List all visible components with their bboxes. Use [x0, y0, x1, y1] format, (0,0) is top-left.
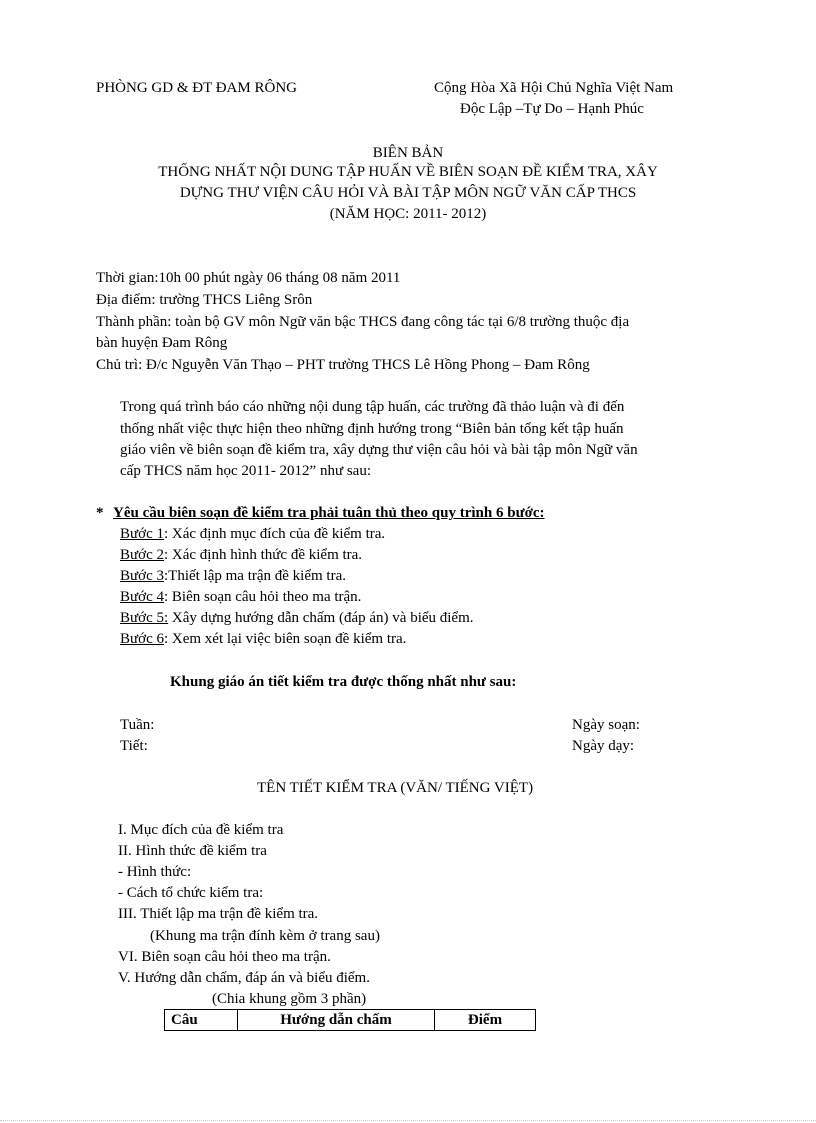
page-bottom-border: [0, 1120, 816, 1121]
step-5: [120, 608, 474, 628]
step-2: [120, 545, 362, 565]
meeting-members-line1: Thành phần: toàn bộ GV môn Ngữ văn bậc THCS đang công tác tại 6/8 trường thuộc địa: [96, 314, 630, 330]
step-label: Bước 1: [120, 526, 164, 542]
intro-line1: Trong quá trình báo cáo những nội dung tập huấn, các trường đã thảo luận và đi đến: [120, 399, 625, 415]
step-label: Bước 6: [120, 631, 164, 647]
document-subtitle-line2: DỰNG THƯ VIỆN CÂU HỎI VÀ BÀI TẬP MÔN NGỮ VĂN CẤP THCS: [179, 185, 637, 201]
step-label: Bước 5:: [120, 610, 169, 626]
step-label: Bước 4: [120, 589, 164, 605]
step-4: [120, 587, 361, 607]
outline-item: II. Hình thức đề kiểm tra: [118, 843, 267, 859]
teach-date-label: Ngày dạy:: [572, 738, 635, 754]
table-header-cell: Điểm: [435, 1010, 536, 1031]
meeting-members-line2: bàn huyện Đam Rông: [96, 335, 228, 351]
requirements-heading: Yêu cầu biên soạn đề kiểm tra phải tuân thủ theo quy trình 6 bước:: [113, 505, 545, 521]
step-3: [120, 566, 346, 586]
outline-item: (Khung ma trận đính kèm ở trang sau): [150, 928, 380, 944]
table-header-row: [165, 1010, 536, 1031]
period-label: Tiết:: [120, 738, 148, 754]
meeting-place: Địa điểm: trường THCS Liêng Srôn: [96, 292, 313, 308]
intro-line2: thống nhất việc thực hiện theo những định hướng trong “Biên bản tổng kết tập huấn: [120, 421, 624, 437]
outline-item: III. Thiết lập ma trận đề kiểm tra.: [118, 906, 319, 922]
step-label: Bước 3: [120, 568, 164, 584]
document-subtitle-line1: THỐNG NHẤT NỘI DUNG TẬP HUẤN VỀ BIÊN SOẠN ĐỀ KIỂM TRA, XÂY: [158, 164, 658, 180]
step-text: : Xác định mục đích của đề kiểm tra.: [163, 526, 386, 542]
intro-line3: giáo viên về biên soạn đề kiểm tra, xây dựng thư viện câu hỏi và bài tập môn Ngữ văn: [120, 442, 638, 458]
outline-item: V. Hướng dẫn chấm, đáp án và biểu điểm.: [118, 970, 370, 986]
grading-table: [164, 1009, 536, 1031]
step-1: [120, 524, 385, 544]
outline-item: - Cách tổ chức kiểm tra:: [118, 885, 264, 901]
step-text: Xây dựng hướng dẫn chấm (đáp án) và biểu điểm.: [168, 610, 474, 626]
outline-item: - Hình thức:: [118, 864, 192, 880]
table-header-cell: Câu: [165, 1010, 238, 1031]
table-header-cell: Hướng dẫn chấm: [238, 1010, 435, 1031]
requirements-bullet: *: [96, 505, 104, 521]
issuing-org: PHÒNG GD & ĐT ĐAM RÔNG: [96, 80, 297, 96]
outline-item: I. Mục đích của đề kiểm tra: [118, 822, 284, 838]
step-text: : Xem xét lại việc biên soạn đề kiểm tra.: [163, 631, 407, 647]
outline-item: VI. Biên soạn câu hỏi theo ma trận.: [118, 949, 331, 965]
country-name: Cộng Hòa Xã Hội Chủ Nghĩa Việt Nam: [434, 80, 674, 96]
prep-date-label: Ngày soạn:: [572, 717, 640, 733]
intro-line4: cấp THCS năm học 2011- 2012” như sau:: [120, 463, 372, 479]
national-motto: Độc Lập –Tự Do – Hạnh Phúc: [460, 101, 644, 117]
step-label: Bước 2: [120, 547, 164, 563]
school-year: (NĂM HỌC: 2011- 2012): [329, 206, 487, 222]
meeting-chair: Chủ trì: Đ/c Nguyễn Văn Thạo – PHT trường THCS Lê Hồng Phong – Đam Rông: [96, 357, 590, 373]
step-text: :Thiết lập ma trận đề kiểm tra.: [163, 568, 346, 584]
step-text: : Biên soạn câu hỏi theo ma trận.: [163, 589, 362, 605]
meeting-time: Thời gian:10h 00 phút ngày 06 tháng 08 năm 2011: [96, 270, 401, 286]
step-text: : Xác định hình thức đề kiểm tra.: [163, 547, 363, 563]
step-6: [120, 629, 406, 649]
week-label: Tuần:: [120, 717, 155, 733]
lesson-title: TÊN TIẾT KIỂM TRA (VĂN/ TIẾNG VIỆT): [257, 780, 534, 796]
outline-item: (Chia khung gồm 3 phần): [212, 991, 367, 1007]
document-title: BIÊN BẢN: [372, 145, 444, 161]
framework-heading: Khung giáo án tiết kiểm tra được thống nhất như sau:: [170, 674, 517, 690]
